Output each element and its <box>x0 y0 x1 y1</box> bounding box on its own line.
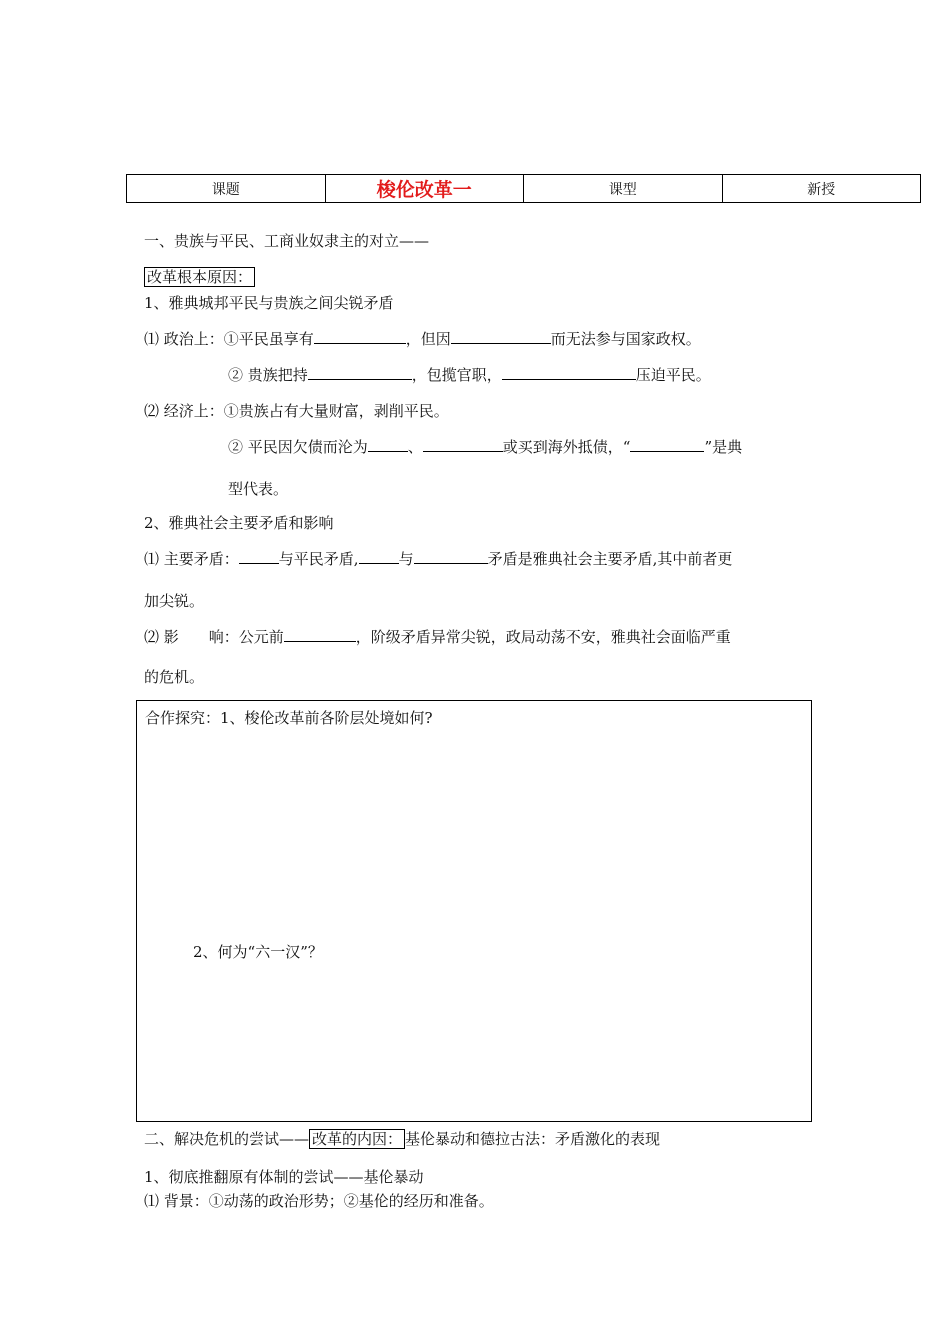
section2-item1-title: 1、彻底推翻原有体制的尝试——基伦暴动 <box>144 1168 424 1186</box>
internal-cause-box: 改革的内因： <box>309 1129 405 1149</box>
section2-background: ⑴ 背景：①动荡的政治形势；②基伦的经历和准备。 <box>144 1192 494 1210</box>
box-tick <box>136 963 137 971</box>
main-conflict-line: ⑴ 主要矛盾： 与平民矛盾, 与 矛盾是雅典社会主要矛盾,其中前者更 <box>144 550 733 568</box>
fill-blank[interactable] <box>368 438 408 452</box>
root-cause-box: 改革根本原因： <box>144 267 255 287</box>
fill-blank[interactable] <box>284 628 356 642</box>
economy-line-2-cont: 型代表。 <box>228 480 289 498</box>
impact-cont: 的危机。 <box>144 668 205 686</box>
fill-blank[interactable] <box>359 550 399 564</box>
fill-blank[interactable] <box>502 366 636 380</box>
box-tick <box>136 728 137 736</box>
header-table <box>126 174 921 203</box>
topic-label: 课题 <box>127 175 326 203</box>
item2-title: 2、雅典社会主要矛盾和影响 <box>144 514 334 532</box>
economy-line-2: ② 平民因欠债而沦为 、 或买到海外抵债，“ ”是典 <box>228 438 743 456</box>
discussion-question-1: 合作探究：1、梭伦改革前各阶层处境如何? <box>145 709 433 727</box>
fill-blank[interactable] <box>451 330 551 344</box>
type-value: 新授 <box>722 175 921 203</box>
fill-blank[interactable] <box>423 438 503 452</box>
box-tick <box>811 963 812 971</box>
fill-blank[interactable] <box>414 550 488 564</box>
type-label: 课型 <box>524 175 723 203</box>
politics-line-1: ⑴ 政治上：①平民虽享有 ，但因 而无法参与国家政权。 <box>144 330 701 348</box>
lesson-title: 梭伦改革一 <box>325 175 524 203</box>
fill-blank[interactable] <box>314 330 406 344</box>
fill-blank[interactable] <box>239 550 279 564</box>
fill-blank[interactable] <box>308 366 412 380</box>
item1-title: 1、雅典城邦平民与贵族之间尖锐矛盾 <box>144 294 394 312</box>
root-cause-label <box>144 266 255 287</box>
section2-heading: 二、解决危机的尝试—— 改革的内因： 基伦暴动和德拉古法：矛盾激化的表现 <box>144 1130 661 1148</box>
impact-line: ⑵ 影 响：公元前 ，阶级矛盾异常尖锐，政局动荡不安，雅典社会面临严重 <box>144 628 731 646</box>
discussion-box <box>136 700 812 1122</box>
politics-line-2: ② 贵族把持 ，包揽官职， 压迫平民。 <box>228 366 711 384</box>
economy-line-1: ⑵ 经济上：①贵族占有大量财富，剥削平民。 <box>144 402 449 420</box>
discussion-question-2: 2、何为“六一汉”？ <box>193 943 323 961</box>
box-tick <box>811 728 812 736</box>
fill-blank[interactable] <box>630 438 704 452</box>
main-conflict-cont: 加尖锐。 <box>144 592 205 610</box>
section1-heading: 一、贵族与平民、工商业奴隶主的对立—— <box>144 232 430 250</box>
